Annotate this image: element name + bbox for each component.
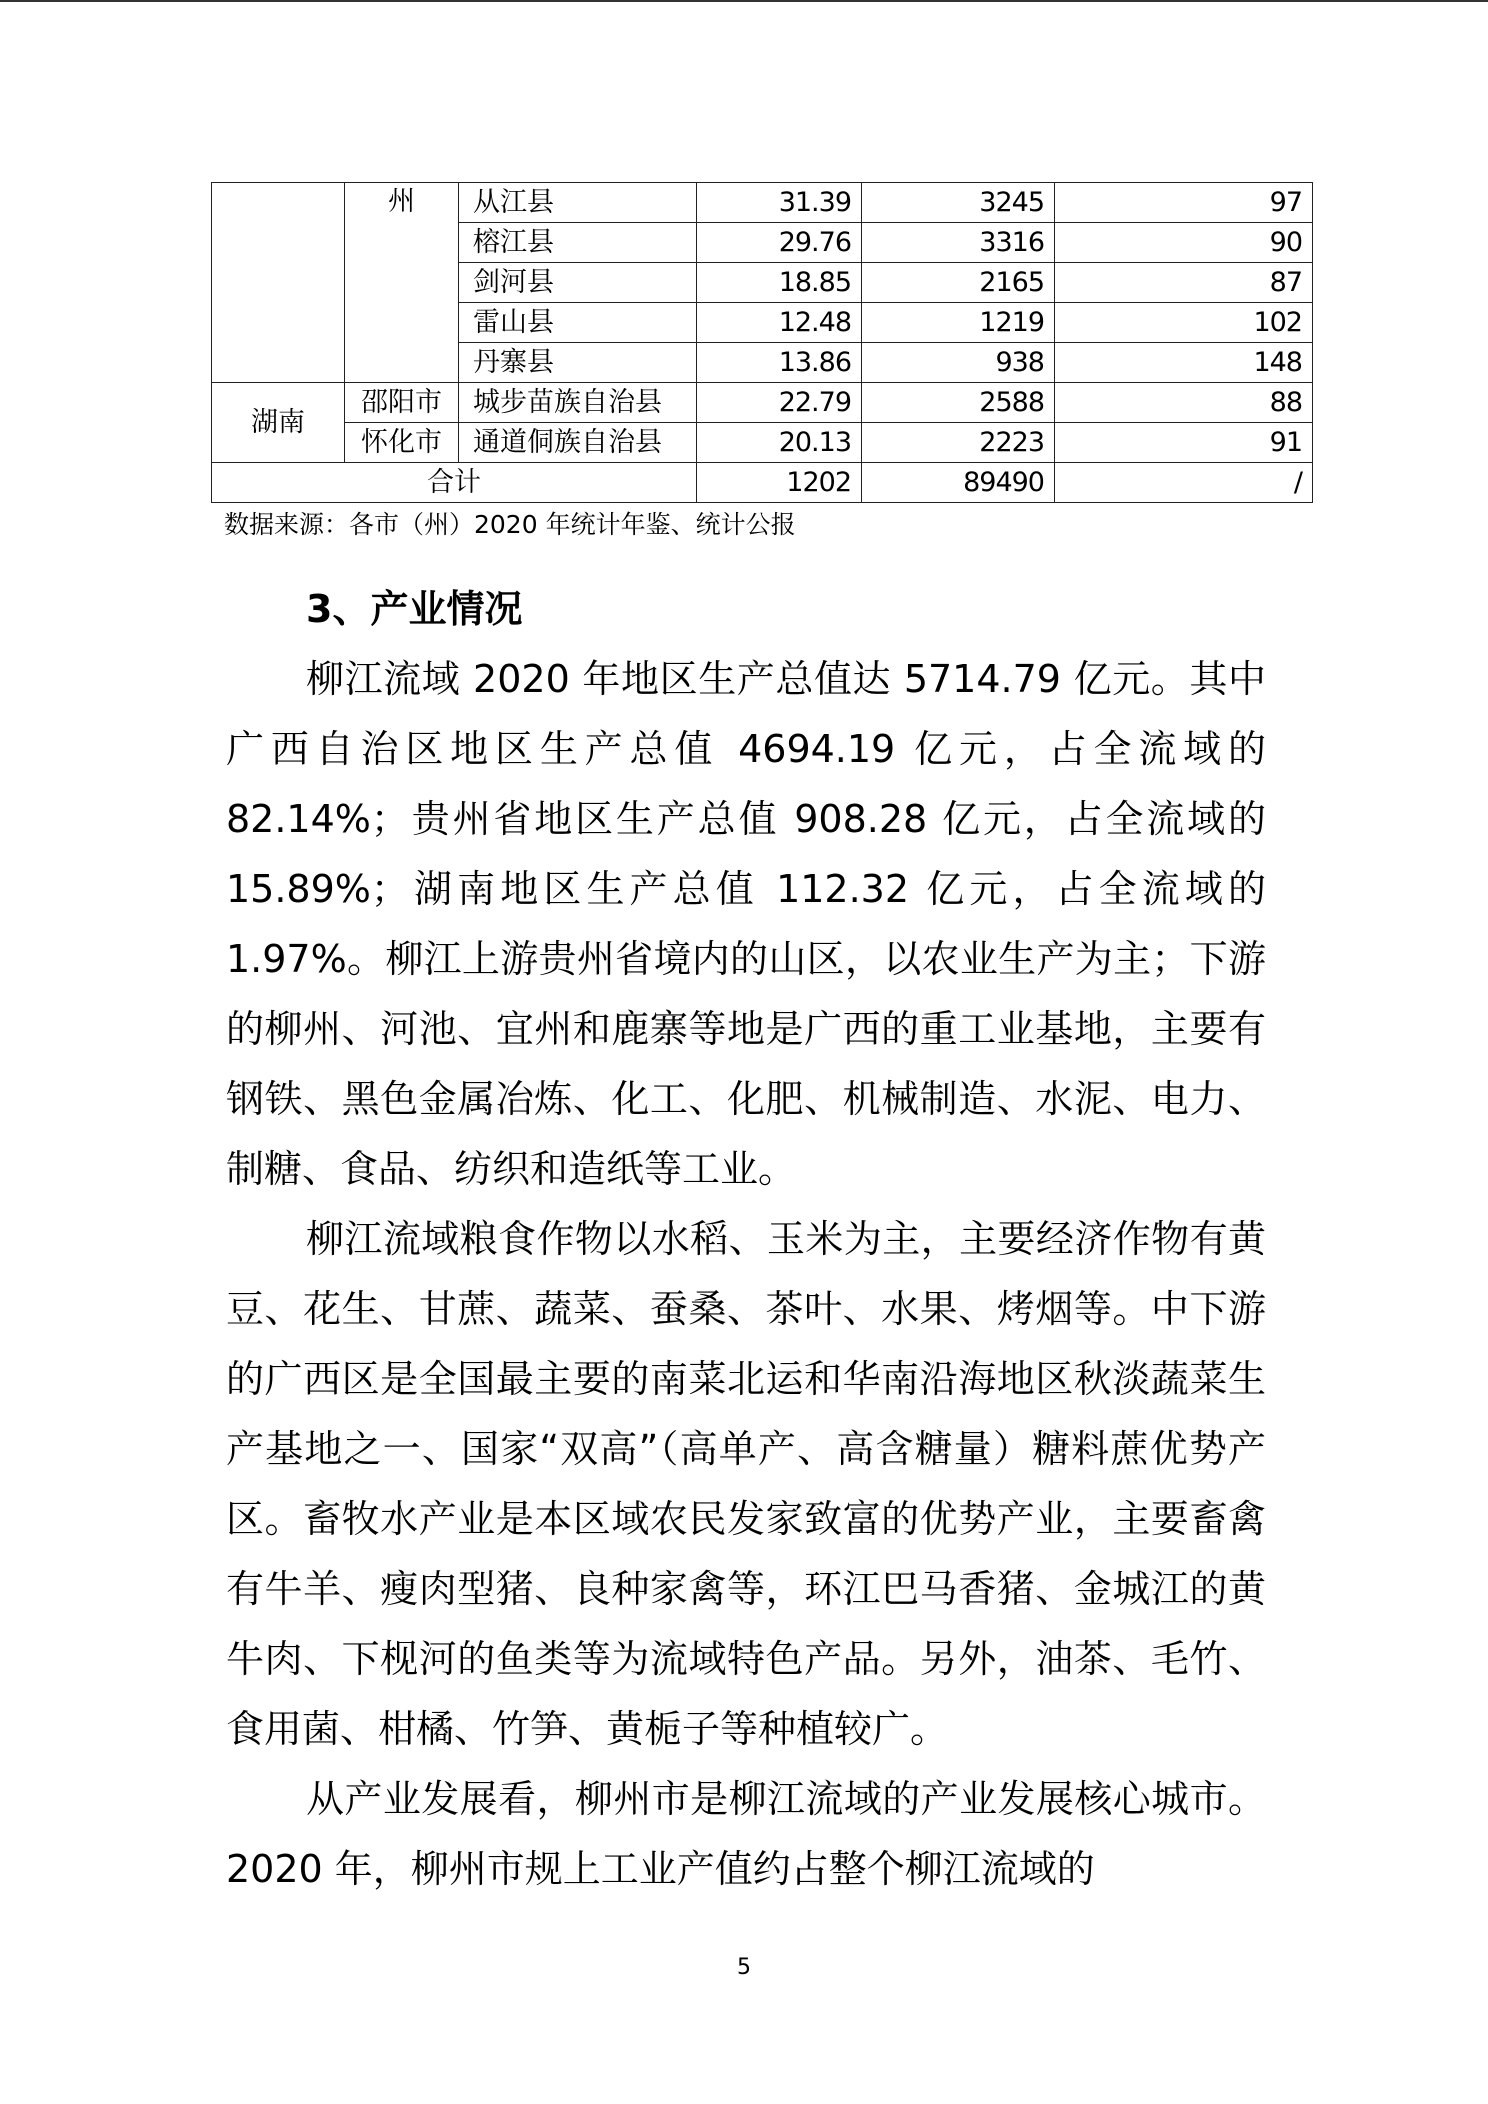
- county-cell: 剑河县: [459, 263, 697, 303]
- county-cell: 雷山县: [459, 303, 697, 343]
- section-heading: 3、产业情况: [306, 587, 523, 631]
- table-total-row: [212, 463, 1313, 503]
- county-cell: 城步苗族自治县: [459, 383, 697, 423]
- city-cell: 怀化市: [345, 423, 459, 463]
- page-number: 5: [737, 1955, 751, 1980]
- table-source-note: 数据来源：各市（州）2020 年统计年鉴、统计公报: [224, 510, 796, 539]
- value-cell: 87: [1055, 263, 1313, 303]
- total-gdp-cell: 1202: [697, 463, 862, 503]
- total-value-cell: /: [1055, 463, 1313, 503]
- paragraph-agriculture: 柳江流域粮食作物以水稻、玉米为主，主要经济作物有黄豆、花生、甘蔗、蔬菜、蚕桑、茶叶、水果、烤烟等。中下游的广西区是全国最主要的南菜北运和华南沿海地区秋淡蔬菜生产基地之一、国家“双高”（高单产、高含糖量）糖料蔗优势产区。畜牧水产业是本区域农民发家致富的优势产业，主要畜禽有牛羊、瘦肉型猪、良种家禽等，环江巴马香猪、金城江的黄牛肉、下枧河的鱼类等为流域特色产品。另外，油茶、毛竹、食用菌、柑橘、竹笋、黄栀子等种植较广。: [226, 1217, 1266, 1751]
- province-cell: 湖南: [212, 383, 345, 463]
- gdp-cell: 20.13: [697, 423, 862, 463]
- value-cell: 91: [1055, 423, 1313, 463]
- city-cell: 邵阳市: [345, 383, 459, 423]
- value-cell: 148: [1055, 343, 1313, 383]
- total-label-cell: 合计: [212, 463, 697, 503]
- value-cell: 88: [1055, 383, 1313, 423]
- gdp-population-table: [211, 182, 1313, 503]
- gdp-cell: 12.48: [697, 303, 862, 343]
- province-cell: [212, 183, 345, 383]
- population-cell: 2165: [862, 263, 1055, 303]
- value-cell: 102: [1055, 303, 1313, 343]
- value-cell: 90: [1055, 223, 1313, 263]
- gdp-cell: 31.39: [697, 183, 862, 223]
- table-row: [212, 383, 1313, 423]
- population-cell: 3245: [862, 183, 1055, 223]
- city-cell: 州: [345, 183, 459, 383]
- county-cell: 从江县: [459, 183, 697, 223]
- county-cell: 榕江县: [459, 223, 697, 263]
- table-row: [212, 423, 1313, 463]
- gdp-cell: 18.85: [697, 263, 862, 303]
- county-cell: 丹寨县: [459, 343, 697, 383]
- population-cell: 938: [862, 343, 1055, 383]
- county-cell: 通道侗族自治县: [459, 423, 697, 463]
- gdp-cell: 13.86: [697, 343, 862, 383]
- body-text: [226, 574, 1266, 1904]
- table-row: [212, 183, 1313, 223]
- gdp-cell: 22.79: [697, 383, 862, 423]
- paragraph-industry-overview: 柳江流域 2020 年地区生产总值达 5714.79 亿元。其中广西自治区地区生产总值 4694.19 亿元，占全流域的 82.14%；贵州省地区生产总值 908.28 亿元，占全流域的 15.89%；湖南地区生产总值 112.32 亿元，占全流域的 1.97%。柳江上游贵州省境内的山区，以农业生产为主；下游的柳州、河池、宜州和鹿寨等地是广西的重工业基地，主要有钢铁、黑色金属冶炼、化工、化肥、机械制造、水泥、电力、制糖、食品、纺织和造纸等工业。: [226, 657, 1266, 1191]
- population-cell: 2588: [862, 383, 1055, 423]
- total-population-cell: 89490: [862, 463, 1055, 503]
- gdp-cell: 29.76: [697, 223, 862, 263]
- population-cell: 1219: [862, 303, 1055, 343]
- population-cell: 3316: [862, 223, 1055, 263]
- value-cell: 97: [1055, 183, 1313, 223]
- paragraph-industry-development: 从产业发展看，柳州市是柳江流域的产业发展核心城市。2020 年，柳州市规上工业产值约占整个柳江流域的: [226, 1777, 1266, 1891]
- population-cell: 2223: [862, 423, 1055, 463]
